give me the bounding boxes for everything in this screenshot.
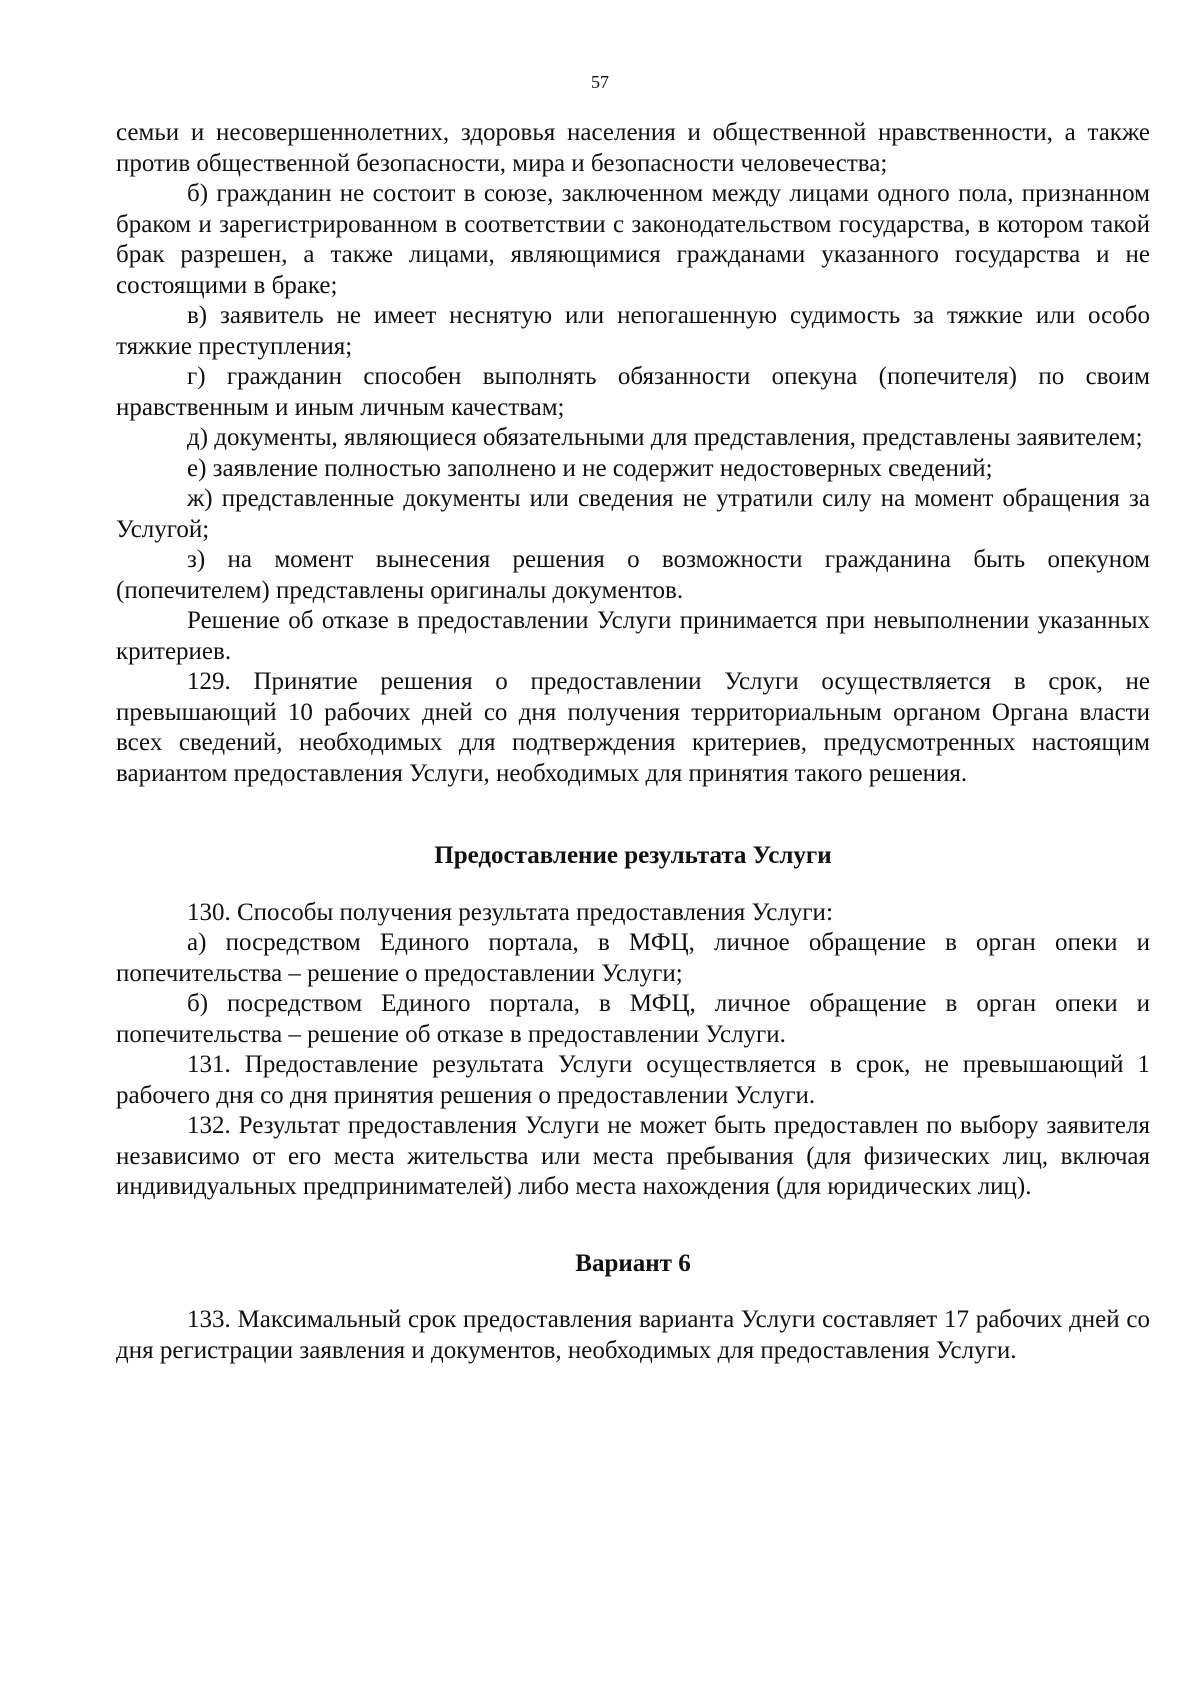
paragraph-132: 132. Результат предоставления Услуги не может быть предоставлен по выбору заявителя независимо от его места жительства или места пребывания (для физических лиц, включая индивидуальных предпринимателей) либо места нахождения (для юридических лиц). (116, 1112, 1150, 1200)
document-body (116, 118, 1150, 1366)
paragraph-131: 131. Предоставление результата Услуги осуществляется в срок, не превышающий 1 рабочего дня со дня принятия решения о предоставлении Услуги. (116, 1051, 1150, 1109)
paragraph-refusal: Решение об отказе в предоставлении Услуги принимается при невыполнении указанных критериев. (116, 607, 1150, 665)
section-heading-variant: Вариант 6 (575, 1249, 691, 1277)
paragraph-zh: ж) представленные документы или сведения не утратили силу на момент обращения за Услугой; (116, 485, 1150, 543)
paragraph-e: е) заявление полностью заполнено и не содержит недостоверных сведений; (187, 454, 993, 482)
paragraph-d: д) документы, являющиеся обязательными для представления, представлены заявителем; (187, 424, 1143, 451)
paragraph-z: з) на момент вынесения решения о возможности гражданина быть опекуном (попечителем) представлены оригиналы документов. (116, 546, 1150, 604)
paragraph-130-b: б) посредством Единого портала, в МФЦ, личное обращение в орган опеки и попечительства – решение об отказе в предоставлении Услуги. (116, 990, 1150, 1048)
paragraph-v: в) заявитель не имеет неснятую или непогашенную судимость за тяжкие или особо тяжкие преступления; (116, 302, 1150, 360)
paragraph-130-a: а) посредством Единого портала, в МФЦ, личное обращение в орган опеки и попечительства – решение о предоставлении Услуги; (116, 929, 1150, 987)
paragraph-130: 130. Способы получения результата предоставления Услуги: (187, 898, 833, 926)
paragraph-b: б) гражданин не состоит в союзе, заключенном между лицами одного пола, признанном браком и зарегистрированном в соответствии с законодательством государства, в котором такой брак разрешен, а также лицами, являющимися гражданами указанного государства и не состоящими в браке; (116, 180, 1150, 299)
section-heading-result: Предоставление результата Услуги (434, 842, 832, 869)
paragraph-g: г) гражданин способен выполнять обязанности опекуна (попечителя) по своим нравственным и иным личным качествам; (116, 363, 1150, 421)
page-number: 57 (591, 72, 609, 92)
paragraph-continuation: семьи и несовершеннолетних, здоровья населения и общественной нравственности, а также против общественной безопасности, мира и безопасности человечества; (116, 119, 1150, 177)
paragraph-133: 133. Максимальный срок предоставления варианта Услуги составляет 17 рабочих дней со дня регистрации заявления и документов, необходимых для предоставления Услуги. (116, 1306, 1150, 1364)
paragraph-129: 129. Принятие решения о предоставлении Услуги осуществляется в срок, не превышающий 10 рабочих дней со дня получения территориальным органом Органа власти всех сведений, необходимых для подтверждения критериев, предусмотренных настоящим вариантом предоставления Услуги, необходимых для принятия такого решения. (116, 668, 1150, 787)
